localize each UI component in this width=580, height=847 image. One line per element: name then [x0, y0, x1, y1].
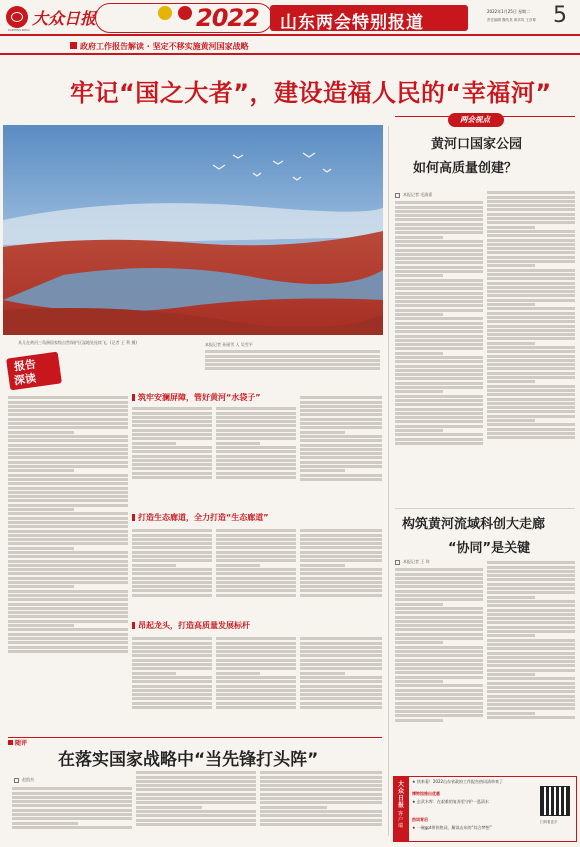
lead-column-4b: [300, 528, 382, 618]
right-mid-byline: 本报记者 王 玮: [403, 559, 430, 564]
report-badge-subtitle: 深读: [13, 371, 37, 388]
column-tag: 政府工作报告解读 · 坚定不移实施黄河国家战略: [80, 42, 249, 51]
right-mid-headline-2: “协同”是关键: [448, 541, 531, 556]
right-top-byline: 本报记者 毛渝嘉: [403, 192, 433, 197]
bottom-column-2: [136, 770, 256, 844]
news-item-4[interactable]: 热词背后: [412, 817, 428, 822]
news-box-title: 大众日报: [398, 781, 405, 809]
news-item-3[interactable]: ★ 玄武水库：在艰难的复苏里守护一泓清水: [412, 799, 489, 804]
subhead-3-text: 昂起龙头，打造高质量发展标杆: [138, 621, 250, 630]
lead-intro-text: [205, 349, 380, 379]
lead-column-3b: [216, 528, 296, 618]
paper-name: 大众日报: [32, 9, 97, 28]
paper-pinyin: DAZHONG RIBAO: [8, 29, 30, 32]
lead-column-4a: [300, 395, 382, 510]
right-top-headline-2: 如何高质量创建？: [413, 161, 518, 176]
qr-code-icon[interactable]: [540, 786, 570, 816]
right-top-headline-1: 黄河口国家公园: [431, 137, 523, 152]
news-box-subtitle: 客户端: [398, 811, 404, 829]
right-mid-byline-icon: [395, 560, 400, 565]
masthead: [0, 0, 580, 36]
page-number: 5: [553, 3, 567, 28]
lead-column-3c: [216, 636, 296, 736]
report-badge-title: 报告: [13, 357, 37, 374]
bottom-column-3: [260, 770, 382, 844]
lead-column-1: [8, 395, 128, 735]
commentary-rule: [8, 737, 382, 738]
lead-byline: 本报记者 孙丽雪 人 吴雪平: [205, 342, 253, 347]
viewpoint-tag: 两会视点: [460, 115, 490, 124]
lead-photo: [3, 125, 383, 335]
logo-mark-icon: [11, 12, 23, 22]
commentary-tag: 随评: [15, 740, 28, 747]
national-emblem-icon: [158, 6, 172, 20]
right-mid-column-2: [487, 560, 575, 772]
cppcc-emblem-icon: [178, 6, 192, 20]
lead-column-2a: [132, 406, 212, 506]
lead-column-3a: [216, 406, 296, 506]
lead-column-2b: [132, 528, 212, 618]
subhead-1-text: 筑牢安澜屏障，管好黄河“水袋子”: [138, 393, 261, 402]
banner-title: 山东两会特别报道: [280, 13, 424, 33]
page-editors: 责任编辑 魏茂其 黄宾均 王彦尊: [487, 18, 536, 22]
right-top-byline-icon: [395, 193, 400, 198]
lead-column-4c: [300, 636, 382, 736]
lead-column-2c: [132, 636, 212, 736]
lead-headline: 牢记“国之大者”，建设造福人民的“幸福河”: [70, 79, 552, 107]
news-item-5[interactable]: ★ 一碗gpt带你热词，解读山东的“综合梦想”: [412, 825, 492, 830]
right-mid-headline-1: 构筑黄河流域科创大走廊: [402, 517, 546, 532]
subhead-2-text: 打造生态廊道，全力打造“生态廊道”: [138, 513, 269, 522]
column-divider: [388, 126, 389, 836]
right-top-column-1: [395, 200, 483, 520]
right-mid-rule: [395, 508, 575, 509]
year-badge: 2022: [196, 4, 259, 32]
red-rule: [0, 53, 580, 55]
column-tag-icon: [70, 42, 77, 49]
bottom-headline: 在落实国家战略中“当先锋打头阵”: [58, 750, 319, 770]
photo-caption: 具儿在黄河三角洲国家级自然保护区湿地处连续飞。(记者 王 利 摄): [18, 340, 137, 345]
subhead-3: [132, 620, 382, 632]
subhead-2: [132, 512, 382, 524]
news-item-2[interactable]: 博物馆推出优惠: [412, 791, 440, 796]
bottom-byline-icon: [14, 778, 19, 783]
news-item-1[interactable]: ★ 快来看！2022山东省政府工作报告热词清单来了: [412, 779, 504, 784]
bottom-column-1: [12, 786, 132, 844]
right-top-column-2: [487, 190, 575, 520]
right-mid-column-1: [395, 567, 483, 772]
commentary-tag-icon: [8, 740, 13, 745]
qr-label: 扫码看更多: [540, 820, 558, 824]
issue-date: 2022年1月25日 星期二: [487, 9, 531, 14]
bottom-byline: 赵凯杰: [22, 777, 34, 782]
